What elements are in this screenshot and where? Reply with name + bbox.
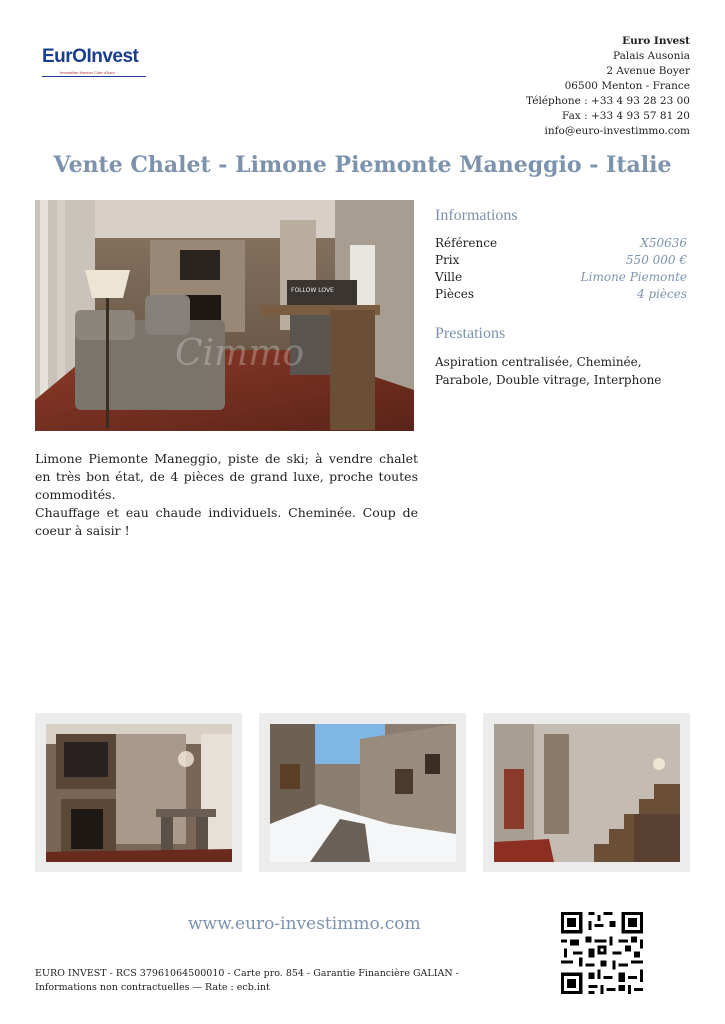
info-label: Pièces bbox=[435, 287, 474, 301]
website-link[interactable]: www.euro-investimmo.com bbox=[188, 914, 421, 934]
main-photo[interactable] bbox=[35, 200, 414, 431]
address-line-2: 2 Avenue Boyer bbox=[606, 65, 690, 77]
prestations-text: Aspiration centralisée, Cheminée, Parabole, Double vitrage, Interphone bbox=[435, 355, 662, 387]
info-row-price bbox=[435, 252, 687, 269]
company-logo bbox=[42, 46, 152, 82]
info-row-rooms bbox=[435, 286, 687, 303]
thumbnail-street[interactable] bbox=[259, 713, 466, 872]
info-value: Limone Piemonte bbox=[580, 270, 687, 284]
info-row-reference bbox=[435, 235, 687, 252]
footer-legal bbox=[35, 967, 505, 995]
info-label: Ville bbox=[435, 270, 463, 284]
contact-block bbox=[526, 34, 690, 139]
description-paragraph-2: Chauffage et eau chaude individuels. Cheminée. Coup de coeur à saisir ! bbox=[35, 505, 418, 538]
living-room-image bbox=[35, 200, 414, 431]
thumbnail-staircase[interactable] bbox=[483, 713, 690, 872]
info-label: Référence bbox=[435, 236, 498, 250]
info-label: Prix bbox=[435, 253, 460, 267]
phone: Téléphone : +33 4 93 28 23 00 bbox=[526, 95, 690, 107]
prestations-heading: Prestations bbox=[435, 325, 506, 342]
informations-heading: Informations bbox=[435, 207, 518, 224]
logo-text: EurOInvest bbox=[42, 46, 139, 67]
info-value: 4 pièces bbox=[636, 287, 687, 301]
footer-line-2: Informations non contractuelles — Rate : ecb.int bbox=[35, 982, 270, 993]
informations-table bbox=[435, 235, 687, 303]
address-line-1: Palais Ausonia bbox=[613, 50, 690, 62]
address-line-3: 06500 Menton - France bbox=[564, 80, 690, 92]
logo-tagline: Immobilier Menton Côte d'Azur bbox=[60, 70, 115, 75]
dining-room-image bbox=[46, 724, 232, 862]
footer-line-1: EURO INVEST - RCS 37961064500010 - Carte pro. 854 - Garantie Financière GALIAN - bbox=[35, 968, 459, 979]
email-link[interactable]: info@euro-investimmo.com bbox=[544, 125, 690, 137]
watermark-text: Cimmo bbox=[175, 333, 305, 374]
info-value: X50636 bbox=[640, 236, 687, 250]
company-name: Euro Invest bbox=[622, 35, 690, 47]
wall-sign-text: FOLLOW LOVE bbox=[291, 287, 334, 294]
street-image bbox=[270, 724, 456, 862]
thumbnail-dining-room[interactable] bbox=[35, 713, 242, 872]
description bbox=[35, 450, 418, 540]
qr-code-icon bbox=[558, 909, 646, 997]
info-value: 550 000 € bbox=[625, 253, 687, 267]
fax: Fax : +33 4 93 57 81 20 bbox=[562, 110, 690, 122]
description-paragraph-1: Limone Piemonte Maneggio, piste de ski; à vendre chalet en très bon état, de 4 pièces de grand luxe, proche toutes commodités. bbox=[35, 451, 418, 502]
logo-underline bbox=[42, 76, 146, 77]
info-row-city bbox=[435, 269, 687, 286]
qr-code[interactable] bbox=[558, 909, 646, 997]
page-title: Vente Chalet - Limone Piemonte Maneggio - Italie bbox=[53, 152, 672, 178]
staircase-image bbox=[494, 724, 680, 862]
